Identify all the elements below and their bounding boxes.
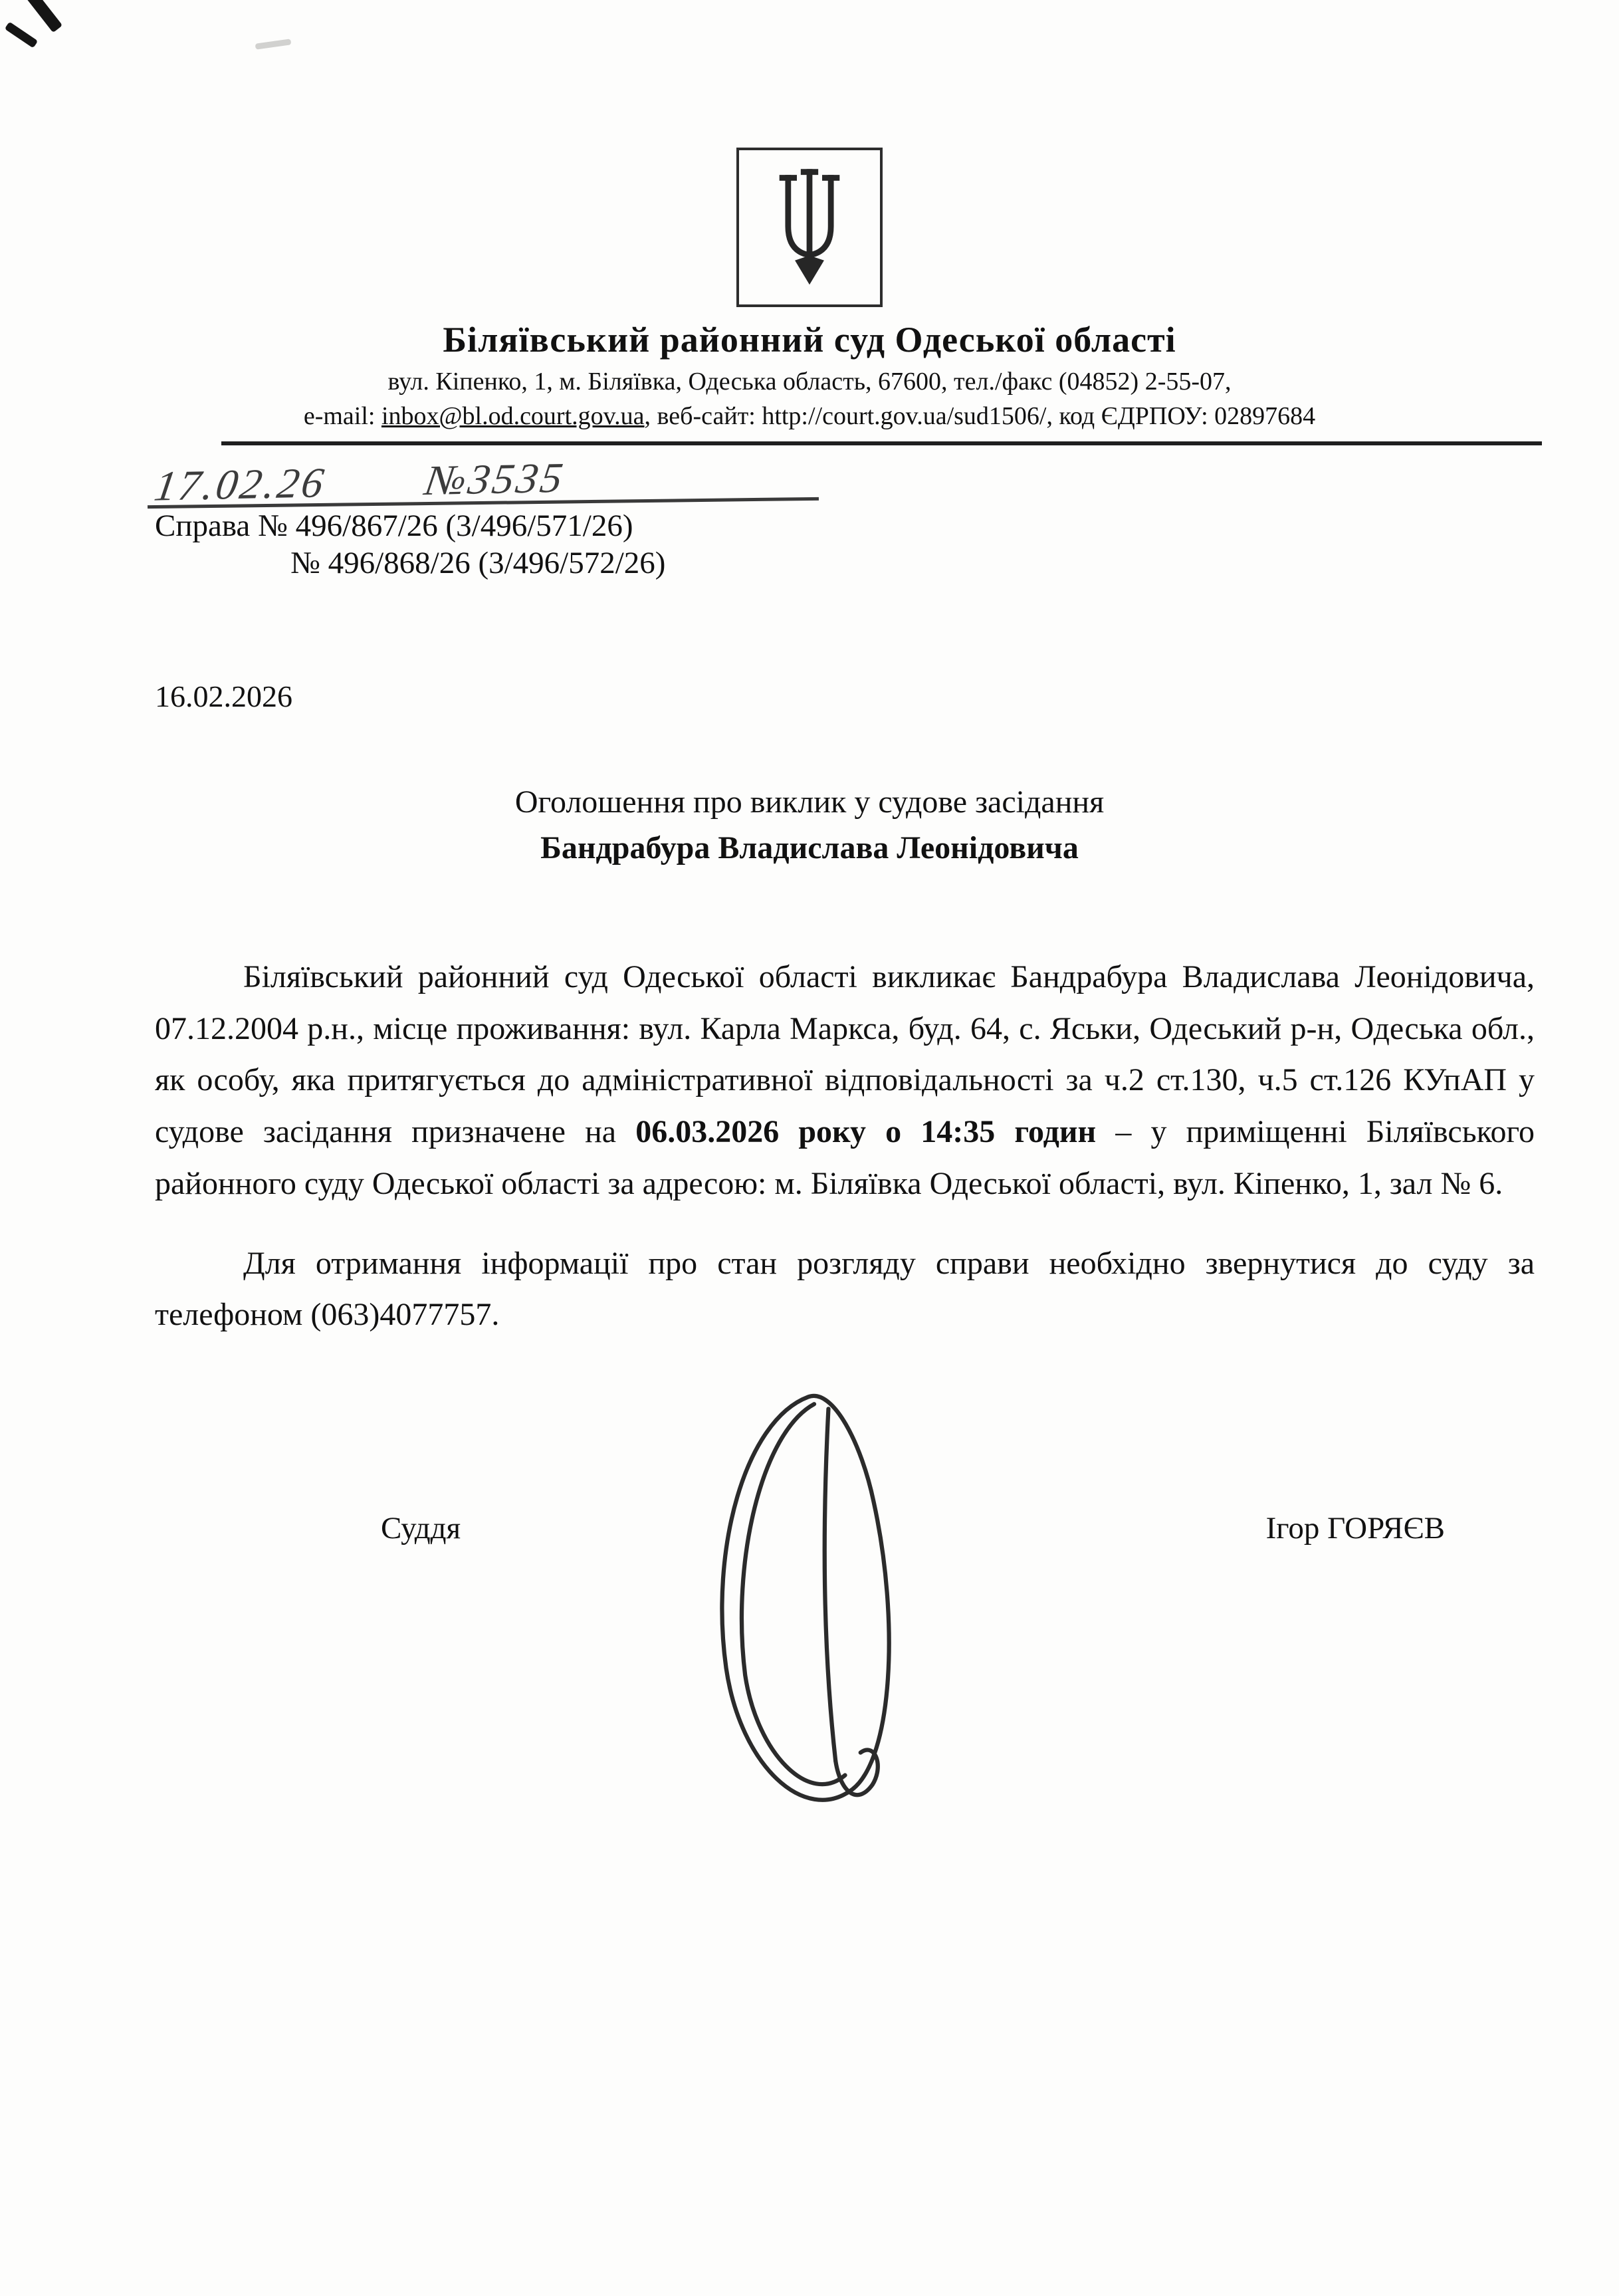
court-name: Біляївський районний суд Одеської області xyxy=(443,320,1176,360)
coat-of-arms-emblem xyxy=(736,148,883,307)
document-date: 16.02.2026 xyxy=(155,679,292,713)
scan-artifact xyxy=(255,39,292,49)
website-and-edrpou: , веб-сайт: http://court.gov.ua/sud1506/, код ЄДРПОУ: 02897684 xyxy=(644,402,1316,430)
body-paragraph-2: Для отримання інформації про стан розгляду справи необхідно звернутися до суду за телефоном (063)4077757. xyxy=(155,1245,1535,1333)
handwritten-number: №3535 xyxy=(422,453,569,505)
header-divider xyxy=(221,441,1542,445)
scan-artifact xyxy=(5,22,38,49)
case-numbers xyxy=(155,507,1619,582)
hearing-datetime: 06.03.2026 року о 14:35 годин xyxy=(635,1114,1097,1150)
case-number-line-2: № 496/868/26 (3/496/572/26) xyxy=(290,546,666,581)
scan-artifact xyxy=(21,0,62,33)
case-number-line-1: Справа № 496/867/26 (3/496/571/26) xyxy=(155,509,633,543)
court-address: вул. Кіпенко, 1, м. Біляївка, Одеська область, 67600, тел./факс (04852) 2-55-07, xyxy=(387,368,1232,396)
email-label: e-mail: xyxy=(303,402,381,430)
paragraph-1-continuation: – у приміщенні Біляївського районного суду Одеської області за адресою: м. Біляївка Одеської області, вул. Кіпенко, 1, зал № 6. xyxy=(155,1114,1535,1201)
court-contact-line xyxy=(0,402,1619,431)
judge-signature xyxy=(691,1383,937,1835)
judge-name: Ігор ГОРЯЄВ xyxy=(1265,1511,1445,1546)
body-paragraph-1 xyxy=(155,951,1535,1210)
judge-role-label: Суддя xyxy=(381,1511,461,1546)
ukraine-trident-icon xyxy=(760,164,859,290)
summoned-person-name: Бандрабура Владислава Леонідовича xyxy=(540,830,1079,865)
paragraph-1-text: Біляївський районний суд Одеської області викликає Бандрабура Владислава Леонідовича, 07.12.2004 р.н., місце проживання: вул. Карла Маркса, буд. 64, с. Яськи, Одеський р-н, Одеська обл., як особу, яка притягується до адміністративної відповідальності за ч.2 ст.130, ч.5 ст.126 КУпАП у судове засідання призначене на xyxy=(155,959,1535,1150)
document-title: Оголошення про виклик у судове засідання xyxy=(514,784,1105,820)
handwritten-date: 17.02.26 xyxy=(151,459,330,510)
handwriting-gap xyxy=(324,495,424,497)
email-address: inbox@bl.od.court.gov.ua xyxy=(381,402,645,430)
